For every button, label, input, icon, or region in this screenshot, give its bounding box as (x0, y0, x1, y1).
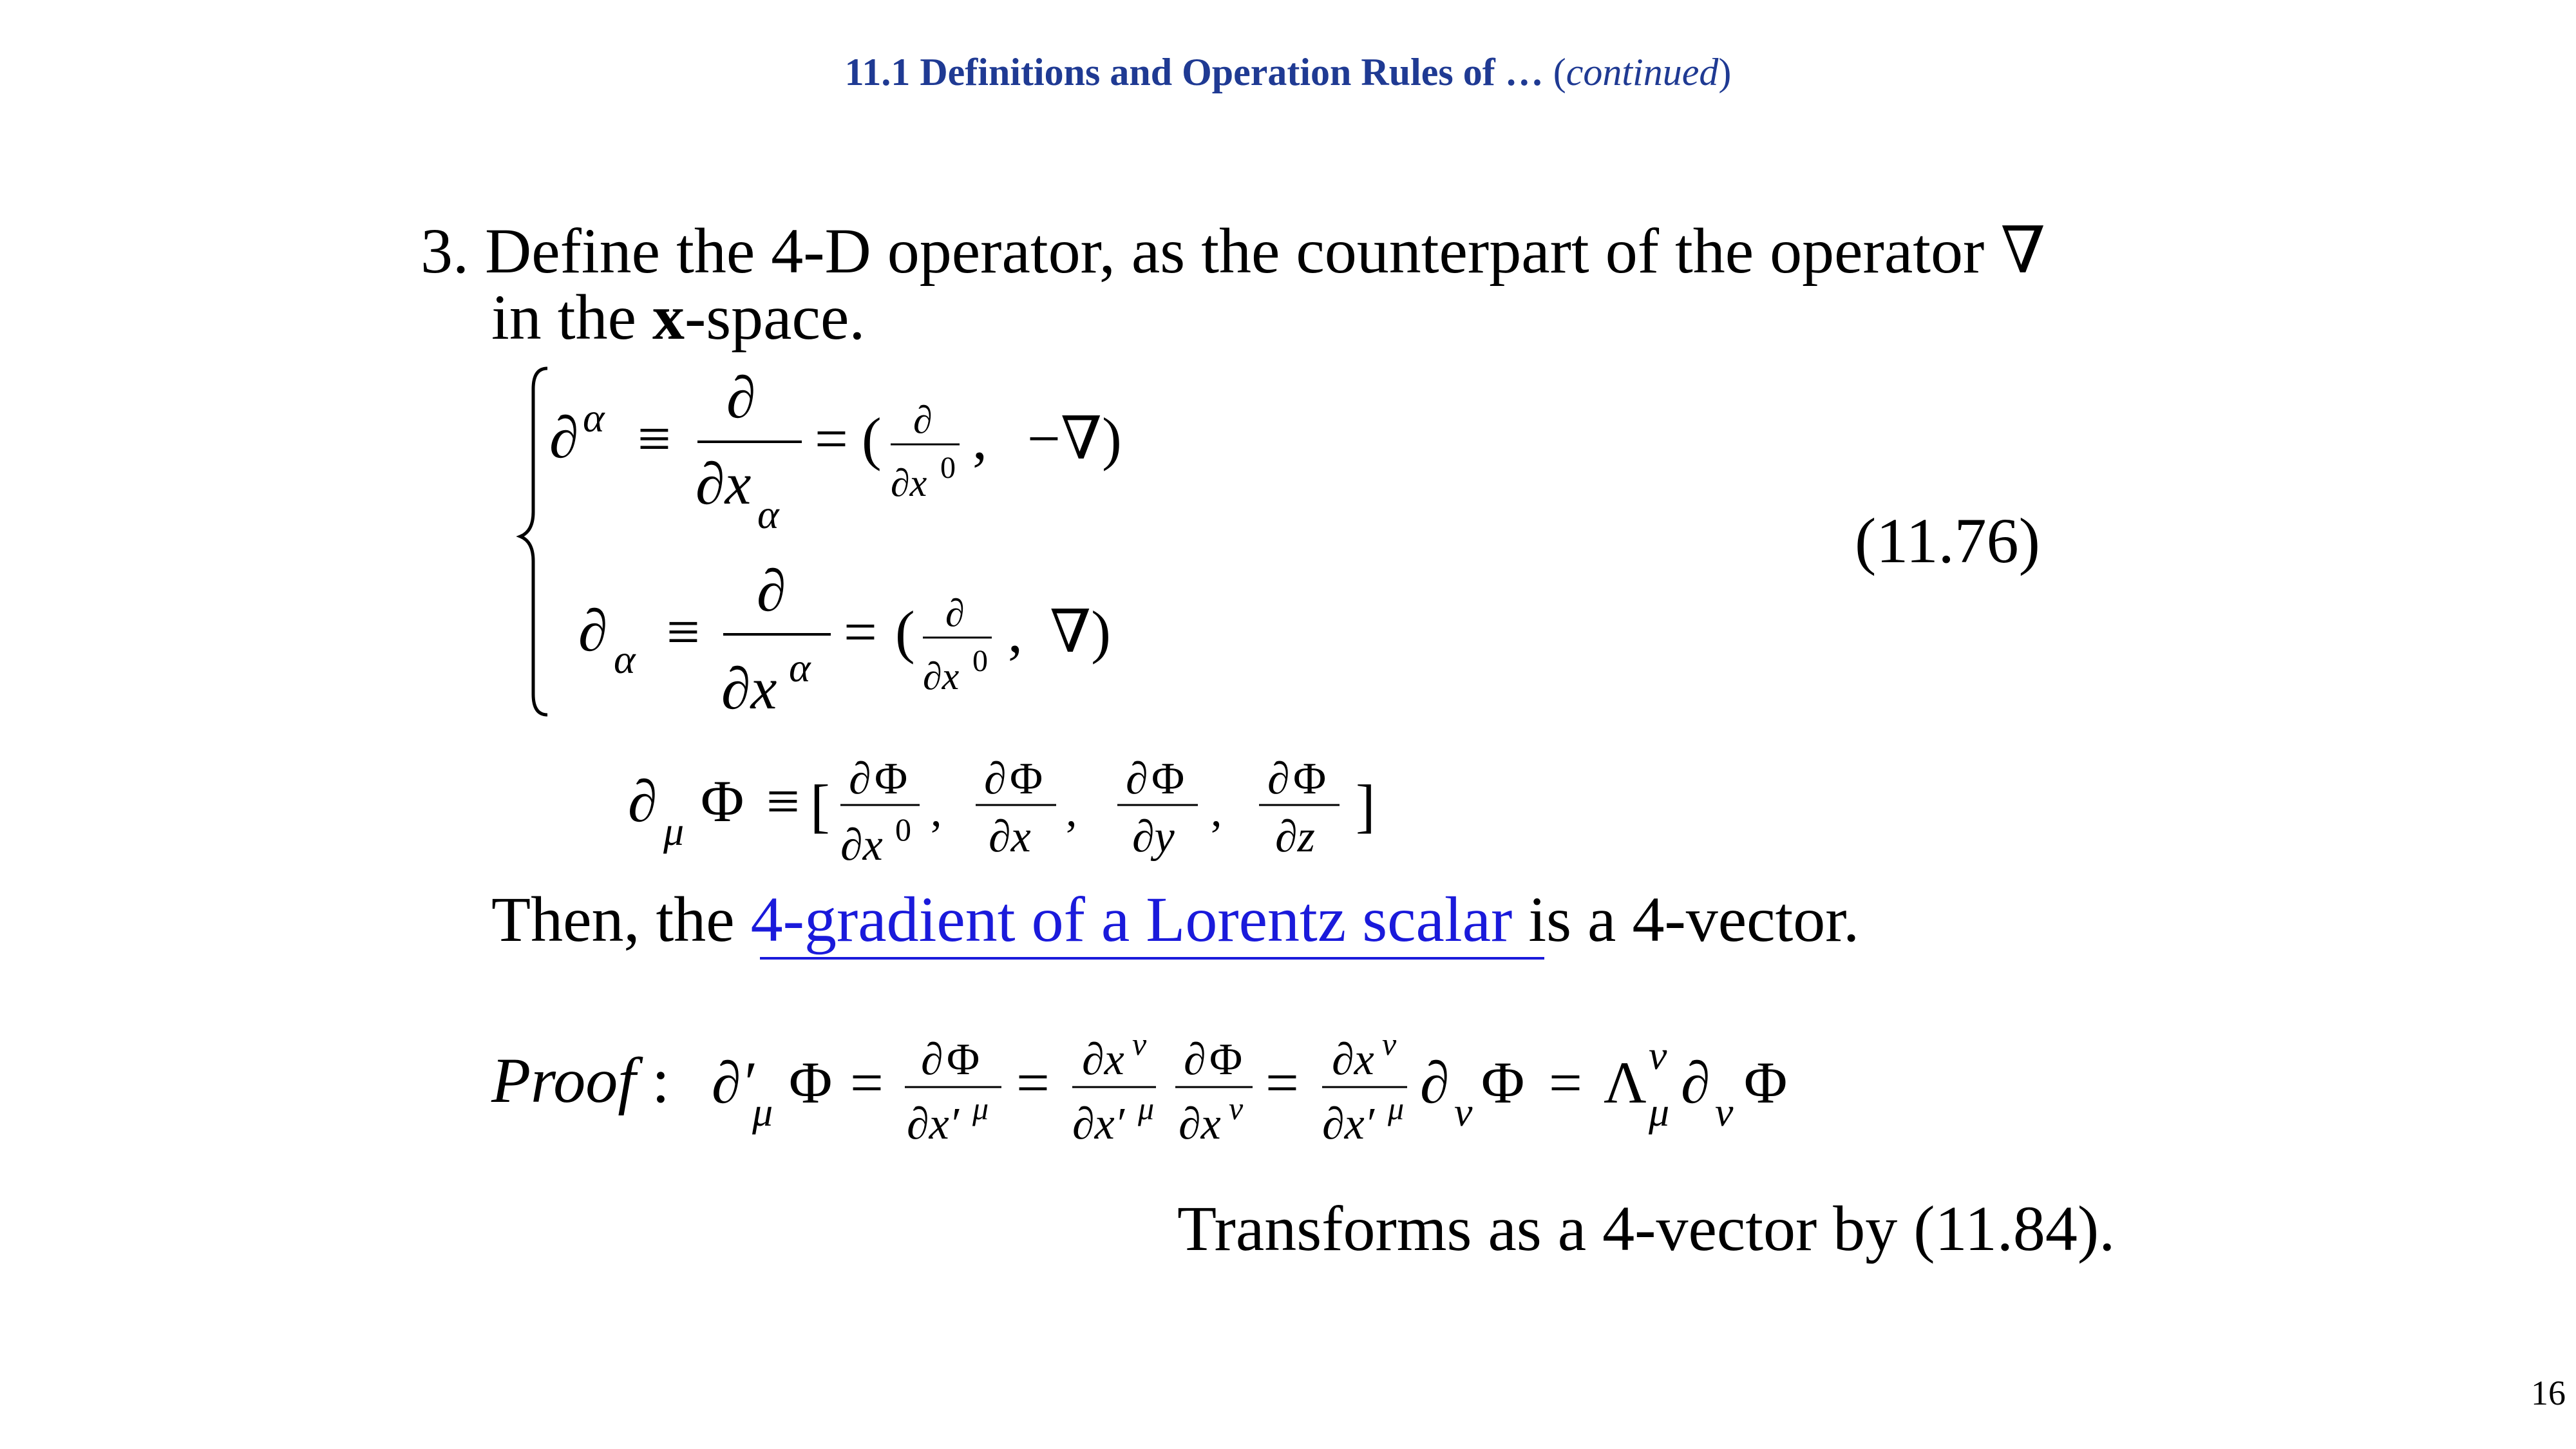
svg-text:≡: ≡ (766, 768, 800, 834)
svg-text:∂: ∂ (921, 1035, 943, 1084)
svg-text:∂: ∂ (1420, 1050, 1450, 1115)
svg-text:ν: ν (1454, 1089, 1473, 1135)
svg-text:Λ: Λ (1604, 1050, 1647, 1115)
svg-text:∂: ∂ (913, 399, 933, 441)
svg-text:μ: μ (752, 1089, 773, 1135)
svg-text:∂: ∂ (726, 365, 756, 430)
svg-text:μ: μ (972, 1090, 989, 1126)
svg-text:∂x: ∂x (1179, 1099, 1221, 1149)
svg-text:,: , (931, 786, 942, 836)
svg-text:∂z: ∂z (1275, 812, 1315, 862)
svg-text:,: , (1008, 599, 1023, 665)
svg-text:0: 0 (895, 811, 911, 848)
svg-text:,: , (972, 406, 987, 471)
svg-text:Φ: Φ (1293, 754, 1327, 804)
slide-title-continued: (continued) (1543, 51, 1732, 93)
svg-text:Φ: Φ (701, 768, 744, 834)
svg-text:ν: ν (1382, 1026, 1397, 1062)
svg-text:ν: ν (1649, 1032, 1667, 1078)
svg-text:ν: ν (1229, 1090, 1244, 1126)
svg-text:μ: μ (663, 808, 685, 854)
svg-text:μ: μ (1649, 1089, 1670, 1135)
svg-text:Φ: Φ (1010, 754, 1043, 804)
svg-text:ν: ν (1132, 1026, 1147, 1062)
svg-text:∂x′: ∂x′ (1322, 1099, 1374, 1149)
svg-text:Φ: Φ (789, 1050, 833, 1115)
svg-text:∂x′: ∂x′ (1072, 1099, 1124, 1149)
item3-line1: 3. Define the 4-D operator, as the counterpart of the operator ∇ (421, 215, 2046, 287)
svg-text:Φ: Φ (1151, 754, 1185, 804)
svg-text:∂: ∂ (578, 598, 608, 663)
then-sentence: Then, the 4-gradient of a Lorentz scalar is a 4-vector. (491, 884, 1860, 955)
proof-label: Proof : (491, 1045, 670, 1116)
svg-text:Φ: Φ (1209, 1035, 1243, 1084)
svg-text:∂: ∂ (1681, 1050, 1710, 1115)
svg-text:α: α (757, 491, 779, 537)
svg-text:Φ: Φ (947, 1035, 980, 1084)
svg-text:α: α (614, 636, 636, 682)
svg-text:∂: ∂ (984, 754, 1007, 804)
svg-text:∂: ∂ (628, 768, 658, 834)
svg-text:∂: ∂ (549, 404, 579, 470)
svg-text:α: α (789, 645, 811, 690)
svg-text:−∇): −∇) (1027, 406, 1122, 471)
svg-text:,: , (1211, 786, 1222, 836)
svg-text:∂x: ∂x (1082, 1035, 1124, 1084)
svg-text:[: [ (810, 773, 830, 838)
svg-text:=: = (1016, 1050, 1050, 1115)
svg-text:α: α (583, 395, 605, 440)
svg-text:=: = (1265, 1050, 1299, 1115)
svg-text:]: ] (1356, 773, 1376, 838)
svg-text:μ: μ (1388, 1090, 1405, 1126)
svg-text:∇): ∇) (1050, 599, 1111, 665)
svg-text:0: 0 (940, 451, 956, 485)
svg-text:ν: ν (1715, 1089, 1734, 1135)
equation-number-11-76: (11.76) (1855, 505, 2040, 576)
slide-title-text: 11.1 Definitions and Operation Rules of … (844, 51, 1544, 93)
svg-text:Φ: Φ (875, 754, 908, 804)
item3-line2: in the x-space. (491, 281, 866, 353)
svg-text:(: ( (895, 599, 915, 665)
svg-text:∂: ∂ (757, 558, 786, 623)
svg-text:∂: ∂ (945, 592, 965, 634)
svg-text:∂: ∂ (1184, 1035, 1206, 1084)
svg-text:≡: ≡ (667, 599, 700, 665)
svg-text:∂x: ∂x (923, 655, 960, 697)
svg-text:Φ: Φ (1481, 1050, 1525, 1115)
svg-text:=: = (844, 599, 877, 665)
svg-text:∂x: ∂x (721, 656, 777, 721)
conclusion-text: Transforms as a 4-vector by (11.84). (1177, 1193, 2116, 1264)
svg-text:0: 0 (972, 644, 988, 678)
svg-text:Φ: Φ (1744, 1050, 1788, 1115)
svg-text:≡: ≡ (638, 406, 671, 471)
svg-text:=: = (815, 406, 848, 471)
svg-text:∂x′: ∂x′ (907, 1099, 959, 1149)
svg-text:∂: ∂ (1126, 754, 1148, 804)
svg-text:∂: ∂ (1267, 754, 1290, 804)
lorentz-scalar-link[interactable]: 4-gradient of a Lorentz scalar (750, 884, 1513, 955)
svg-text:∂′: ∂′ (712, 1050, 754, 1115)
svg-text:∂x: ∂x (989, 812, 1031, 862)
page-number: 16 (2531, 1374, 2566, 1412)
svg-text:∂y: ∂y (1132, 812, 1175, 862)
svg-text:μ: μ (1138, 1090, 1155, 1126)
x-space-bold: x (652, 281, 685, 353)
svg-text:=: = (1549, 1050, 1582, 1115)
svg-text:=: = (850, 1050, 884, 1115)
svg-text:(: ( (862, 406, 882, 471)
svg-text:∂x: ∂x (1332, 1035, 1374, 1084)
svg-text:∂x: ∂x (840, 820, 883, 870)
svg-text:∂x: ∂x (696, 451, 752, 516)
svg-text:∂: ∂ (849, 754, 871, 804)
svg-text:,: , (1066, 786, 1077, 836)
svg-text:∂x: ∂x (891, 462, 927, 504)
